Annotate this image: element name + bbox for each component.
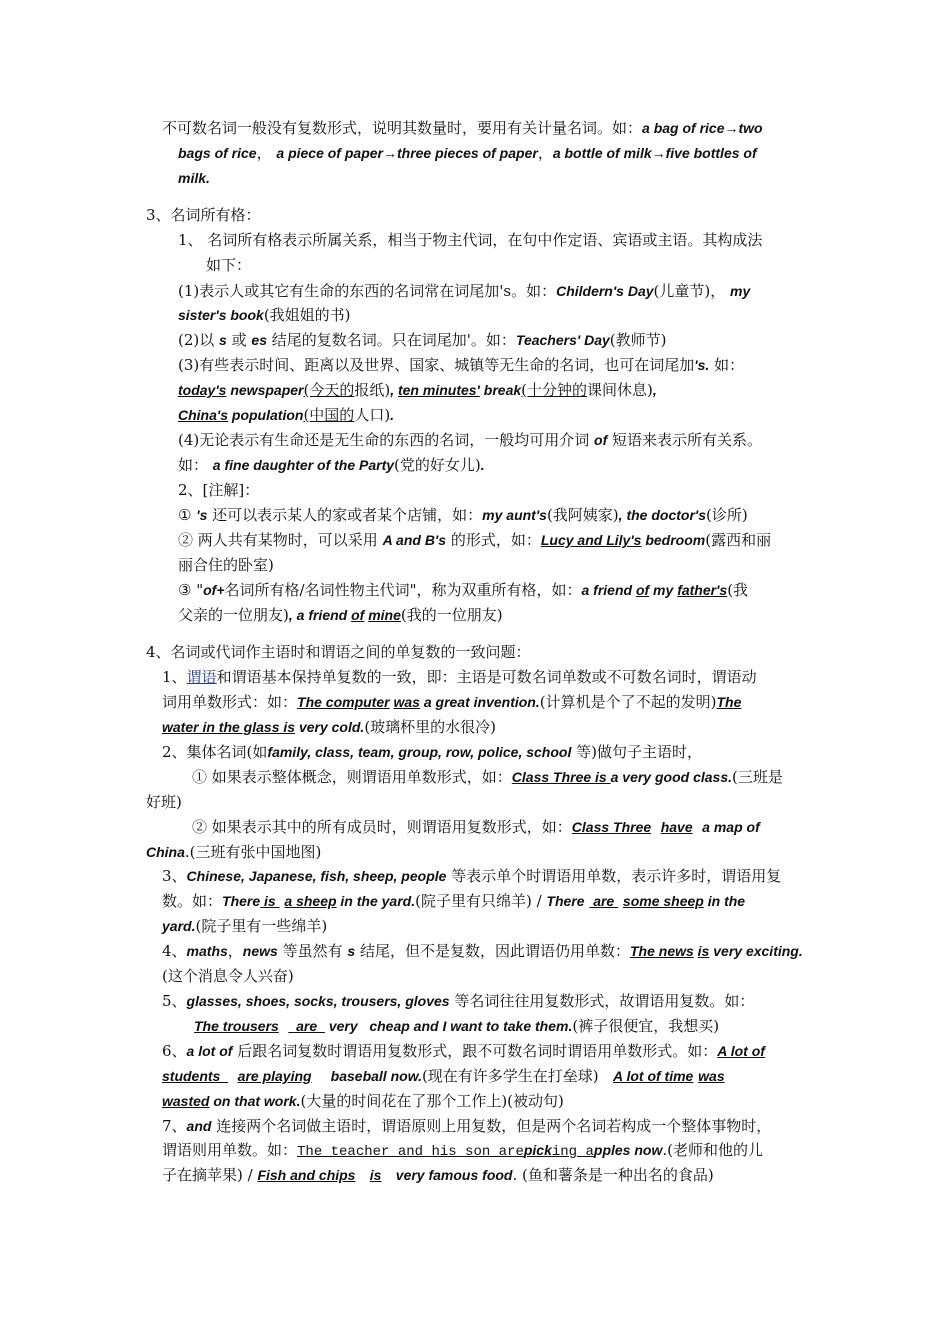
example: A and B's <box>382 532 447 548</box>
example: yard. <box>162 918 196 934</box>
example: s <box>219 332 227 348</box>
example: students <box>162 1068 229 1084</box>
s4-item7-line2 <box>162 1140 763 1162</box>
text: 1、 <box>162 668 187 686</box>
text: 报纸) <box>354 381 391 399</box>
text: (3)有些表示时间、距离以及世界、国家、城镇等无生命的名词，也可在词尾加 <box>178 356 695 374</box>
example: father's <box>677 582 728 598</box>
example: a friend <box>581 582 636 598</box>
text: 等名词往往用复数形式，故谓语用复数。如： <box>454 992 755 1010</box>
text: (今天的 <box>303 381 355 399</box>
text: 子在摘苹果) / <box>162 1166 258 1184</box>
example: very exciting. <box>709 943 803 959</box>
example: China <box>146 844 185 860</box>
s3-point1-line1: 1、 名词所有格表示所属关系，相当于物主代词，在句中作定语、宾语或主语。其构成法 <box>178 231 763 249</box>
text: 谓语则用单数。如： <box>162 1141 298 1159</box>
text: (我姐姐的书) <box>263 306 351 324</box>
example: There <box>546 893 585 909</box>
s4-item4-line2: (这个消息令人兴奋) <box>162 967 294 985</box>
text: 6、 <box>162 1042 187 1060</box>
example: Lucy and Lily's <box>540 532 642 548</box>
example: a map of <box>702 819 760 835</box>
uncount-text: 不可数名词一般没有复数形式，说明其数量时，要用有关计量名词。如： <box>162 119 643 137</box>
example: is <box>260 893 280 909</box>
example: The news <box>629 943 694 959</box>
text: (儿童节)， <box>653 282 726 300</box>
text: 名词所有格/名词性物主代词"，称为双重所有格，如： <box>224 581 582 599</box>
example: Fish and chips <box>257 1167 356 1183</box>
note-1 <box>178 505 748 525</box>
example: very cold. <box>295 719 365 735</box>
text: (诊所) <box>706 506 748 524</box>
rule-2 <box>178 330 667 350</box>
text: (我阿姨家) <box>546 506 619 524</box>
s4-item5-line1 <box>162 991 754 1011</box>
s4-item1-line3 <box>162 717 496 737</box>
text: 2、集体名词(如 <box>162 743 268 761</box>
example: a lot of <box>186 1043 233 1059</box>
example: news <box>242 943 278 959</box>
example: a fine daughter of the Party <box>212 457 395 473</box>
note-3 <box>178 580 748 600</box>
text: 后跟名词复数时谓语用复数形式，跟不可数名词时谓语用单数形式。如： <box>237 1042 718 1060</box>
text: 词用单数形式：如： <box>162 693 298 711</box>
example: have <box>660 819 693 835</box>
example: bags of rice <box>178 145 257 161</box>
section-4-heading: 4、名词或代词作主语时和谓语之间的单复数的一致问题： <box>146 643 531 661</box>
text: 4、 <box>162 942 187 960</box>
text: 等虽然有 <box>282 942 343 960</box>
example: break <box>479 382 522 398</box>
example: The computer <box>297 694 390 710</box>
text: (4)无论表示有生命还是无生命的东西的名词，一般均可用介词 <box>178 431 590 449</box>
example: The trousers <box>194 1018 279 1034</box>
text: 结尾的复数名词。只在词尾加'。如： <box>271 331 516 349</box>
uncount-line-2 <box>178 143 757 163</box>
text: (三班是 <box>732 768 783 786</box>
s4-item6-line2 <box>162 1066 725 1086</box>
example: today's <box>178 382 227 398</box>
example: population <box>228 407 304 423</box>
note-heading: 2、[注解]： <box>178 481 260 499</box>
example: mine <box>368 607 401 623</box>
example: in the yard. <box>336 893 416 909</box>
example: and <box>186 1118 212 1134</box>
example: some sheep <box>622 893 704 909</box>
text: 人口) <box>354 406 391 424</box>
uncount-line-3 <box>178 168 210 188</box>
example: was <box>698 1068 725 1084</box>
example: a bottle of milk→five bottles of <box>552 145 757 161</box>
s4-item5-line2 <box>194 1016 719 1036</box>
s4-item7-line1 <box>162 1116 771 1136</box>
text: (大量的时间花在了那个工作上)(被动句) <box>300 1092 564 1110</box>
text: (玻璃杯里的水很冷) <box>364 718 497 736</box>
s4-item1-line2 <box>162 692 741 712</box>
rule-4 <box>178 430 762 450</box>
s3-point1-line2: 如下： <box>206 256 252 274</box>
text: 如： <box>714 356 745 374</box>
example: Class Three is <box>511 769 611 785</box>
text: 和谓语基本保持单复数的一致，即：主语是可数名词单数或不可数名词时，谓语动 <box>216 668 757 686</box>
s4-item6-line3 <box>162 1091 564 1111</box>
example: bedroom <box>641 532 706 548</box>
rule-3-cont <box>178 380 657 400</box>
example: my aunt's <box>482 507 547 523</box>
text: (现在有许多学生在打垒球) <box>421 1067 599 1085</box>
s4-item2-line1 <box>162 742 702 762</box>
rule-4-cont <box>178 455 485 475</box>
example: ten minutes' <box>397 382 480 398</box>
text: 课间休息) <box>587 381 653 399</box>
example: Teachers' Day <box>515 332 610 348</box>
example: my <box>730 283 751 299</box>
s4-item1-line1 <box>162 667 757 687</box>
example: a great invention. <box>419 694 540 710</box>
example: es <box>251 332 267 348</box>
text: 的形式，如： <box>450 531 541 549</box>
example: my <box>649 582 678 598</box>
example: of <box>635 582 650 598</box>
text: (院子里有只绵羊) / <box>415 892 547 910</box>
text: 3、 <box>162 867 187 885</box>
example: A lot of <box>717 1043 765 1059</box>
example: a very good class. <box>610 769 733 785</box>
text: 连接两个名词做主语时，谓语原则上用复数，但是两个名词若构成一个整体事物时， <box>216 1117 772 1135</box>
example: milk. <box>178 170 210 186</box>
s4-item6-line1 <box>162 1041 765 1061</box>
example: very cheap and I want to take them. <box>324 1018 573 1034</box>
note-2-cont: 丽合住的卧室) <box>178 556 274 574</box>
example: wasted <box>162 1093 210 1109</box>
example: sister's book <box>178 307 264 323</box>
section-3-heading: 3、名词所有格： <box>146 206 261 224</box>
example: Childern's Day <box>556 283 654 299</box>
example: glasses, shoes, socks, trousers, gloves <box>186 993 450 1009</box>
example: are <box>288 1018 325 1034</box>
rule-3 <box>178 355 744 375</box>
text: . (鱼和薯条是一种出名的食品) <box>512 1166 714 1184</box>
punct: ， <box>256 144 272 162</box>
punct: . <box>390 407 395 423</box>
text: ③ " <box>178 581 204 599</box>
example: very famous food <box>395 1167 513 1183</box>
s4-item3-line2 <box>162 891 745 911</box>
example: , the doctor's <box>618 507 707 523</box>
text: 如： <box>178 456 209 474</box>
text: (教师节) <box>609 331 667 349</box>
text: 谓语 <box>186 668 217 686</box>
note-2 <box>178 530 771 550</box>
s4-item2-sub2 <box>192 817 760 837</box>
rule-1 <box>178 281 750 301</box>
text: (中国的 <box>303 406 355 424</box>
s4-item2-sub1-cont: 好班) <box>146 793 182 811</box>
example: ing a <box>551 1144 594 1160</box>
example: pick <box>523 1142 552 1158</box>
text: .(老师和他的儿 <box>662 1141 763 1159</box>
rule-3-cont2 <box>178 405 394 425</box>
text: (我的一位朋友) <box>400 606 503 624</box>
text: (计算机是个了不起的发明) <box>539 693 717 711</box>
example: The <box>716 694 742 710</box>
example: baseball now. <box>330 1068 422 1084</box>
text: .(三班有张中国地图) <box>184 843 322 861</box>
example: , a friend <box>288 607 352 623</box>
example: The teacher and his son are <box>297 1144 524 1160</box>
example: of+ <box>203 582 225 598</box>
s4-item2-sub1 <box>192 767 783 787</box>
text: (我 <box>727 581 749 599</box>
punct: , <box>390 382 398 398</box>
s4-item4-line1 <box>162 941 803 961</box>
example: a sheep <box>284 893 337 909</box>
s4-item2-sub2-cont <box>146 842 321 862</box>
text: (露西和丽 <box>705 531 772 549</box>
punct: . <box>480 457 485 473</box>
example: on that work. <box>209 1093 301 1109</box>
example: s <box>347 943 356 959</box>
example: water in the glass is <box>162 719 296 735</box>
text: ② 两人共有某物时，可以采用 <box>178 531 378 549</box>
circled-number: ① <box>178 506 192 524</box>
example: There <box>222 893 261 909</box>
text: (党的好女儿) <box>394 456 481 474</box>
example: Chinese, Japanese, fish, sheep, people <box>186 868 447 884</box>
text: (2)以 <box>178 331 215 349</box>
text: ② 如果表示其中的所有成员时，则谓语用复数形式，如： <box>192 818 572 836</box>
example: maths <box>186 943 228 959</box>
text: 短语来表示所有关系。 <box>612 431 763 449</box>
note-3-cont <box>178 605 503 625</box>
text: 等)做句子主语时， <box>576 743 702 761</box>
text: (裤子很便宜，我想买) <box>572 1017 720 1035</box>
example: newspaper <box>226 382 304 398</box>
example: was <box>393 694 420 710</box>
uncount-line-1 <box>162 118 763 138</box>
text: 还可以表示某人的家或者某个店铺，如： <box>212 506 483 524</box>
punct: , <box>652 382 657 398</box>
example: in the <box>703 893 746 909</box>
text: 数。如： <box>162 892 223 910</box>
rule-1-cont <box>178 305 351 325</box>
example: Class Three <box>571 819 652 835</box>
text: (院子里有一些绵羊) <box>195 917 328 935</box>
text: 等表示单个时谓语用单数，表示许多时，谓语用复 <box>451 867 782 885</box>
s4-item3-line1 <box>162 866 781 886</box>
example: A lot of time <box>612 1068 694 1084</box>
text: 7、 <box>162 1117 187 1135</box>
example: 's. <box>694 357 710 373</box>
text: 结尾，但不是复数，因此谓语仍用单数： <box>359 942 630 960</box>
example: of <box>594 432 608 448</box>
text: ， <box>227 942 243 960</box>
example: a bag of rice→two <box>642 120 763 136</box>
example: are playing <box>237 1068 312 1084</box>
s4-item3-line3 <box>162 916 327 936</box>
text: 或 <box>231 331 247 349</box>
example: pples now <box>593 1142 663 1158</box>
punct: ， <box>537 144 553 162</box>
example: family, class, team, group, row, police, school <box>267 744 572 760</box>
example: China's <box>178 407 229 423</box>
example: a piece of paper→three pieces of paper <box>276 145 538 161</box>
example: is <box>369 1167 382 1183</box>
example: are <box>589 893 619 909</box>
text: (十分钟的 <box>521 381 587 399</box>
example: is <box>697 943 710 959</box>
text: 父亲的一位朋友) <box>178 606 289 624</box>
text: 5、 <box>162 992 187 1010</box>
example: 's <box>196 507 208 523</box>
text: ① 如果表示整体概念，则谓语用单数形式，如： <box>192 768 512 786</box>
example: of <box>351 607 365 623</box>
text: (1)表示人或其它有生命的东西的名词常在词尾加's。如： <box>178 282 557 300</box>
s4-item7-line3 <box>162 1165 714 1185</box>
